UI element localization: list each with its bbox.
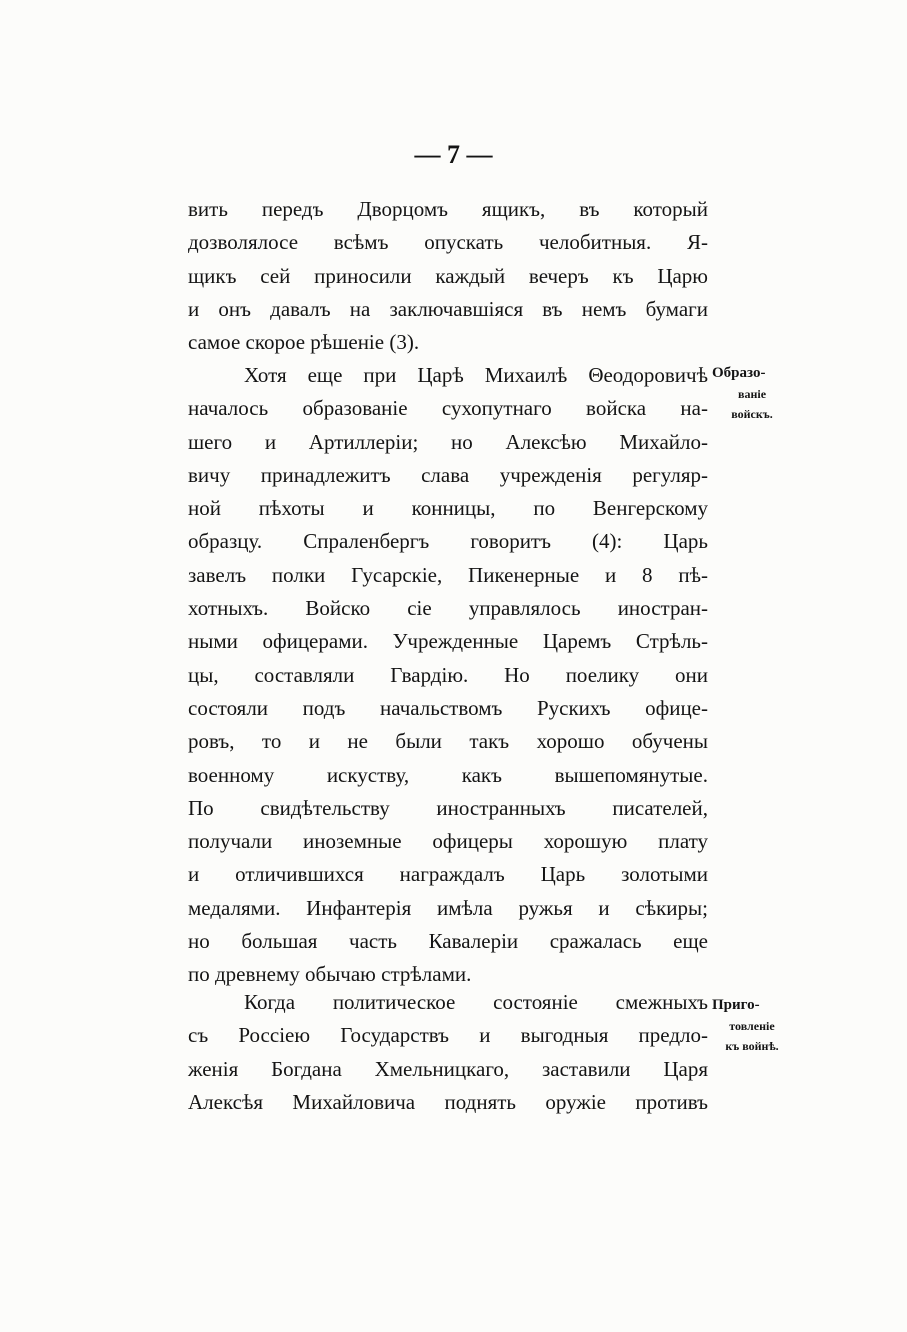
text-line: состояли подъ начальствомъ Рускихъ офице- — [188, 695, 708, 720]
text-line: военному искуству, какъ вышепомянутые. — [188, 762, 708, 787]
text-line: женiя Богдана Хмельницкаго, заставили Царя — [188, 1056, 708, 1081]
paragraph-1 — [188, 193, 708, 359]
margin-note-line: войскъ. — [731, 407, 773, 421]
text-line: образцу. Спраленбергъ говоритъ (4): Царь — [188, 529, 708, 554]
margin-note-line: ванiе — [737, 387, 767, 401]
text-line: ными офицерами. Учрежденные Царемъ Стрѣль- — [188, 629, 708, 654]
text-line: съ Россiею Государствъ и выгодныя предло- — [188, 1023, 708, 1048]
text-line: хотныхъ. Войско сiе управлялось иностран- — [188, 596, 708, 621]
page-number: — 7 — — [414, 140, 493, 169]
margin-note-line: Приго- — [712, 997, 760, 1013]
margin-note-line: Образо- — [712, 365, 766, 381]
text-line: шего и Артиллерiи; но Алексѣю Михайло- — [188, 429, 708, 454]
paragraph-2 — [188, 359, 708, 992]
margin-note-line: товленiе — [729, 1019, 775, 1033]
text-line: по древнему обычаю стрѣлами. — [188, 962, 472, 987]
paragraph-3 — [188, 986, 708, 1119]
text-line: и онъ давалъ на заключавшiяся въ немъ бумаги — [188, 296, 708, 321]
text-line: щикъ сей приносили каждый вечеръ къ Царю — [188, 263, 708, 288]
margin-note-line: къ войнѣ. — [725, 1039, 779, 1053]
text-line: медалями. Инфантерiя имѣла ружья и сѣкиры; — [188, 895, 708, 920]
text-line: дозволялосе всѣмъ опускать челобитныя. Я- — [188, 230, 708, 255]
text-line: Хотя еще при Царѣ Михаилѣ Θеодоровичѣ — [244, 363, 708, 387]
text-line: Когда политическое состоянiе смежныхъ — [244, 990, 708, 1014]
margin-note-army — [712, 362, 792, 424]
text-line: ной пѣхоты и конницы, по Венгерскому — [188, 496, 708, 521]
text-line: самое скорое рѣшенiе (3). — [188, 330, 420, 355]
text-line: вичу принадлежитъ слава учрежденiя регуляр- — [188, 462, 708, 487]
text-line: и отличившихся награждалъ Царь золотыми — [188, 862, 708, 887]
text-line: ровъ, то и не были такъ хорошо обучены — [188, 729, 708, 754]
text-line: получали иноземные офицеры хорошую плату — [188, 829, 708, 854]
text-line: завелъ полки Гусарскiе, Пикенерные и 8 пѣ- — [188, 562, 708, 587]
text-line: началось образованiе сухопутнаго войска на- — [188, 396, 708, 421]
text-line: цы, составляли Гвардiю. Но поелику они — [188, 662, 708, 687]
text-line: Алексѣя Михайловича поднять оружiе противъ — [188, 1089, 708, 1114]
text-line: но большая часть Кавалерiи сражалась еще — [188, 929, 708, 954]
margin-note-war — [712, 994, 792, 1056]
text-line: По свидѣтельству иностранныхъ писателей, — [188, 795, 708, 820]
text-line: вить передъ Дворцомъ ящикъ, въ который — [188, 197, 708, 221]
